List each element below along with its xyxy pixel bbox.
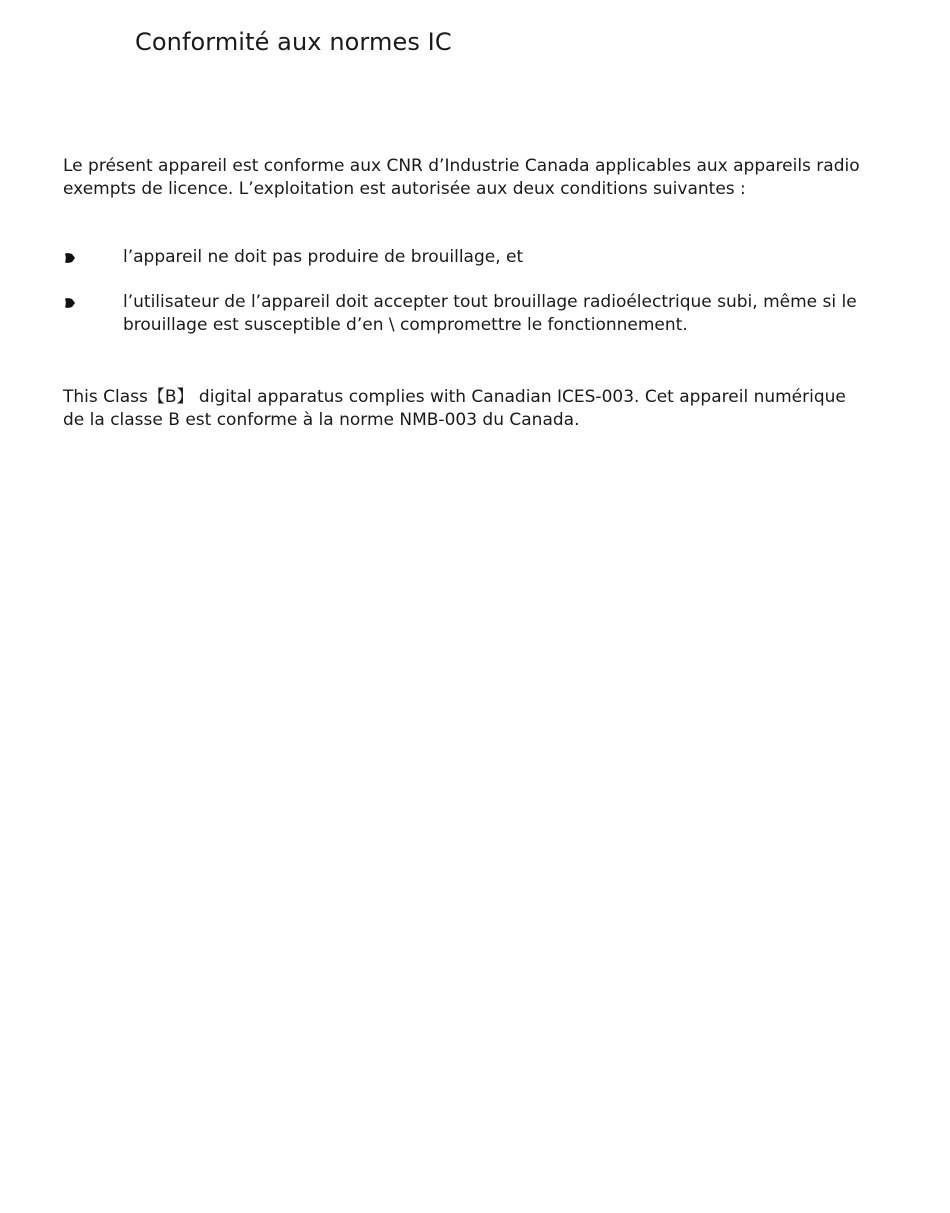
condition-text: l’appareil ne doit pas produire de brouillage, et — [123, 247, 524, 267]
class-statement-paragraph: This Class【B】 digital apparatus complies with Canadian ICES-003. Cet appareil numérique de la classe B est conforme à la norme NMB-003 du Canada. — [63, 387, 846, 430]
condition-text: l’utilisateur de l’appareil doit accepter tout brouillage radioélectrique subi, même si le brouillage est susceptible d’en \ compromettre le fonctionnement. — [123, 292, 857, 335]
arrowhead-bullet-icon — [64, 252, 76, 264]
arrowhead-bullet-icon — [64, 297, 76, 309]
page-title: Conformité aux normes IC — [135, 28, 452, 56]
intro-paragraph: Le présent appareil est conforme aux CNR d’Industrie Canada applicables aux appareils radio exempts de licence. L’exploitation est autorisée aux deux conditions suivantes : — [63, 156, 860, 199]
